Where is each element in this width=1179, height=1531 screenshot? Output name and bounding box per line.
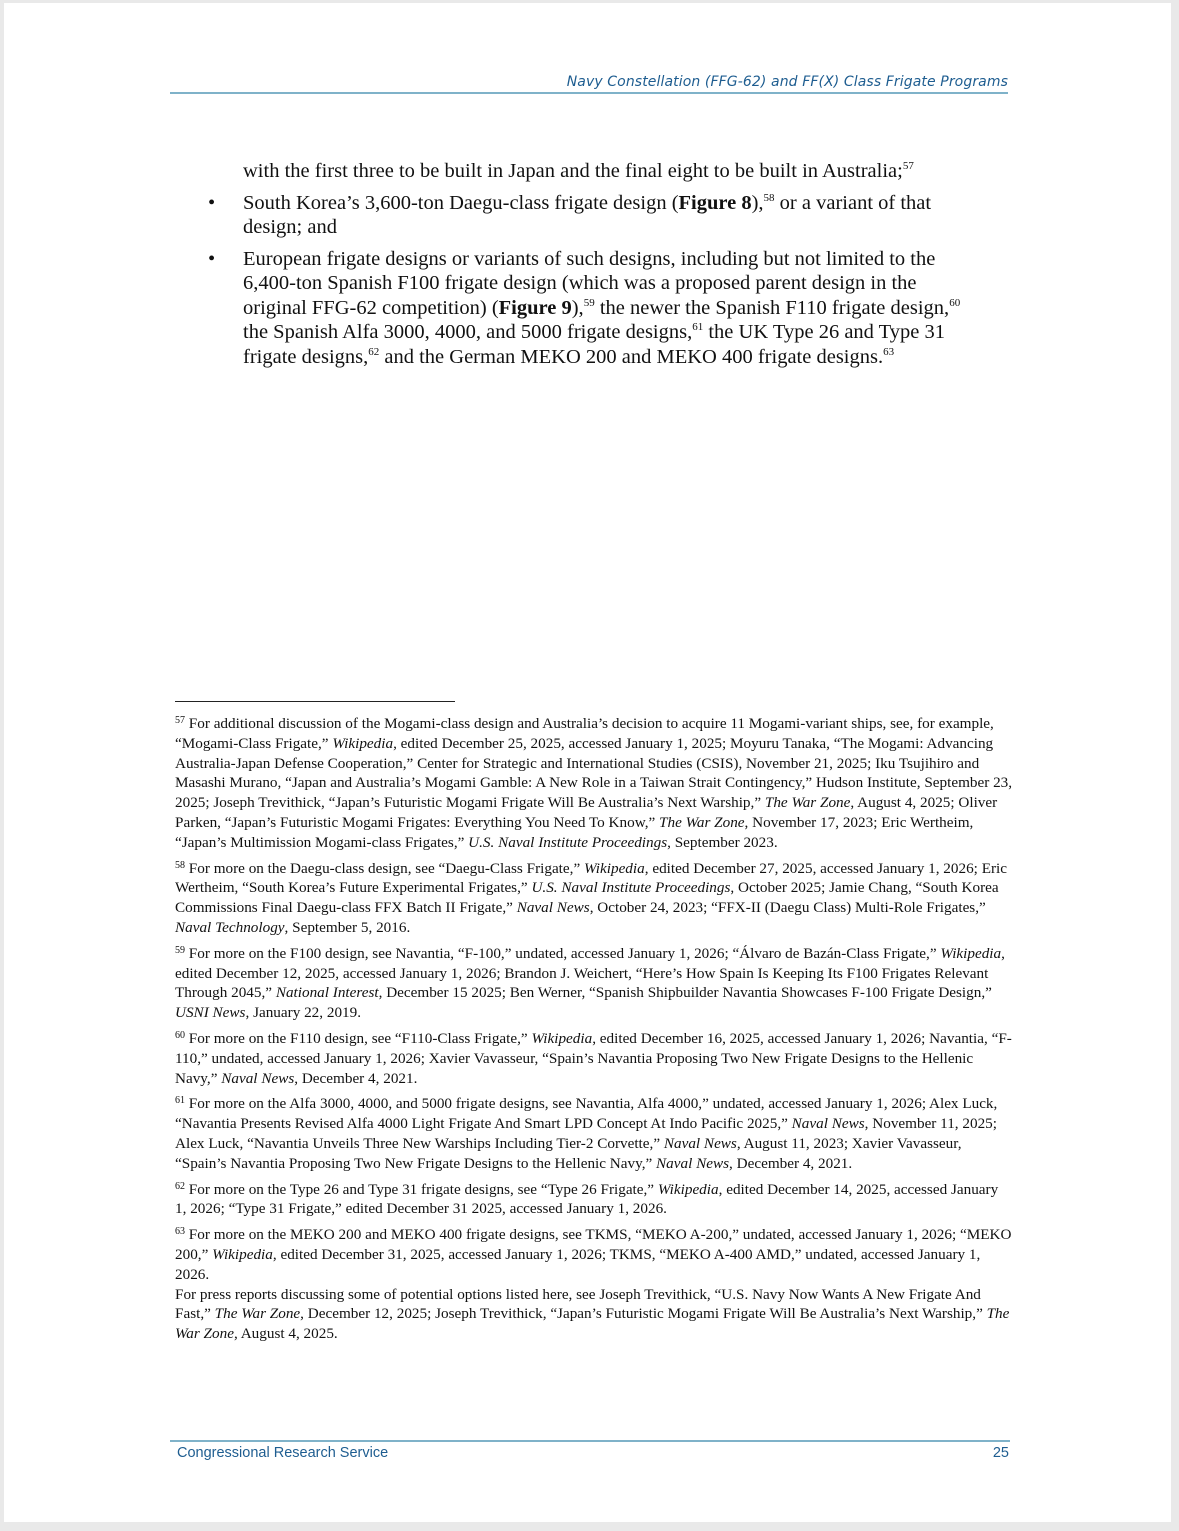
page-number: 25 bbox=[992, 1445, 1009, 1461]
footer-rule bbox=[170, 1440, 1010, 1442]
footnote-text: , edited December 14, 2025, accessed January 1, 2026; “Type 31 Frigate,” edited December 31 2025, accessed January 1, 2026. bbox=[175, 1180, 999, 1218]
source-title: Naval News bbox=[516, 899, 590, 917]
footnote-ref[interactable]: 59 bbox=[583, 296, 595, 309]
footnote-ref[interactable]: 61 bbox=[692, 321, 704, 333]
bullet-text: ), bbox=[751, 191, 764, 214]
source-title: Wikipedia bbox=[212, 1245, 273, 1263]
footnotes bbox=[175, 714, 1013, 1350]
footnote-text: , edited December 16, 2025, accessed January 1, 2026; Navantia, “F-110,” undated, accessed January 1, 2026; Xavier Vavasseur, “Spain’s Navantia Proposing Two New Frigate Designs to the Hellenic Navy,” bbox=[175, 1029, 1012, 1087]
footnote-text: , September 5, 2016. bbox=[284, 918, 411, 936]
source-title: The War Zone bbox=[175, 1305, 1010, 1343]
footnote-text: , December 4, 2021. bbox=[294, 1069, 418, 1087]
bullet-item-european bbox=[208, 247, 970, 370]
footnote-text: , October 24, 2023; “FFX-II (Daegu Class) Multi-Role Frigates,” bbox=[589, 899, 986, 917]
footnote-text: , August 4, 2025. bbox=[233, 1325, 338, 1343]
footnote-text: , December 12, 2025; Joseph Trevithick, “Japan’s Futuristic Mogami Frigate Will Be Australia’s Next Warship,” bbox=[300, 1305, 987, 1323]
document-page bbox=[4, 3, 1171, 1522]
bullet-text: the Spanish Alfa 3000, 4000, and 5000 frigate designs, bbox=[243, 321, 693, 343]
footnote-text: , November 17, 2023; Eric Wertheim, “Japan’s Multimission Mogami-class Frigates,” bbox=[175, 813, 974, 851]
footnote-ref[interactable]: 57 bbox=[902, 160, 914, 172]
footnote-58 bbox=[175, 859, 1013, 938]
bullet-text: South Korea’s 3,600-ton Daegu-class frigate design ( bbox=[243, 191, 679, 214]
source-title: Naval Technology bbox=[175, 918, 285, 936]
source-title: Naval News bbox=[656, 1154, 730, 1172]
bullet-icon: • bbox=[208, 247, 216, 270]
footnote-text: , edited December 31, 2025, accessed January 1, 2026; TKMS, “MEKO A-400 AMD,” undated, accessed January 1, 2026. bbox=[175, 1245, 981, 1283]
source-title: Wikipedia bbox=[940, 944, 1002, 962]
footnote-text: For press reports discussing some of potential options listed here, see Joseph Trevithick, “U.S. Navy Now Wants A New Frigate And Fast,” bbox=[175, 1285, 981, 1323]
bullet-icon: • bbox=[208, 191, 216, 214]
footer-publisher: Congressional Research Service bbox=[177, 1445, 389, 1461]
footnote-63 bbox=[175, 1225, 1013, 1284]
footnote-text: , August 4, 2025; Oliver Parken, “Japan’s Futuristic Mogami Frigates: Everything You Need To Know,” bbox=[175, 794, 998, 831]
bullet-text: the UK Type 26 and Type 31 frigate designs, bbox=[243, 321, 946, 368]
footnote-text: For more on the Alfa 3000, 4000, and 5000 frigate designs, see Navantia, Alfa 4000,” undated, accessed January 1, 2026; Alex Luck, “Navantia Presents Revised Alfa 4000 Light Frigate And Smart LPD Concept At Indo Pacific 2025,” bbox=[175, 1095, 998, 1133]
source-title: USNI News bbox=[175, 1004, 246, 1022]
bullet-text: the newer the Spanish F110 frigate design, bbox=[594, 296, 950, 319]
source-title: Wikipedia bbox=[332, 734, 394, 752]
footnote-text: , December 4, 2021. bbox=[729, 1154, 853, 1172]
footnote-separator bbox=[175, 701, 455, 702]
footnote-text: For more on the Type 26 and Type 31 frigate designs, see “Type 26 Frigate,” bbox=[185, 1180, 658, 1198]
figure-ref[interactable]: Figure 8 bbox=[678, 191, 752, 214]
footnote-59 bbox=[175, 944, 1013, 1023]
continuation-text: with the first three to be built in Japan and the final eight to be built in Australia; bbox=[243, 160, 903, 182]
footnote-text: , October 2025; Jamie Chang, “South Korea Commissions Final Daegu-class FFX Batch II Frigate,” bbox=[175, 879, 999, 917]
bullet-item-south-korea bbox=[208, 191, 970, 240]
footnote-ref[interactable]: 63 bbox=[883, 345, 895, 358]
source-title: The War Zone bbox=[214, 1305, 301, 1323]
footnote-number: 61 bbox=[175, 1095, 185, 1107]
source-title: The War Zone bbox=[659, 813, 745, 831]
continuation-paragraph bbox=[243, 159, 970, 184]
source-title: Wikipedia bbox=[583, 859, 645, 877]
source-title: Wikipedia bbox=[531, 1029, 593, 1047]
source-title: The War Zone bbox=[764, 794, 851, 812]
bullet-text: ), bbox=[571, 296, 584, 319]
footnote-text: , edited December 12, 2025, accessed January 1, 2026; Brandon J. Weichert, “Here’s How Spain Is Keeping Its F100 Frigates Relevant Through 2045,” bbox=[175, 944, 1005, 1002]
footnote-text: , edited December 27, 2025, accessed January 1, 2026; Eric Wertheim, “South Korea’s Future Experimental Frigates,” bbox=[175, 859, 1007, 897]
footnote-note bbox=[175, 1285, 1013, 1344]
footnote-ref[interactable]: 62 bbox=[368, 345, 380, 358]
footnote-text: For more on the MEKO 200 and MEKO 400 frigate designs, see TKMS, “MEKO A-200,” undated, accessed January 1, 2026; “MEKO 200,” bbox=[175, 1226, 1012, 1263]
running-header: Navy Constellation (FFG-62) and FF(X) Class Frigate Programs bbox=[566, 74, 1008, 90]
source-title: U.S. Naval Institute Proceedings bbox=[468, 833, 668, 851]
footnote-text: , edited December 25, 2025, accessed January 1, 2025; Moyuru Tanaka, “The Mogami: Advancing Australia-Japan Defense Cooperation,” Center for Strategic and International Studies (CSIS), November 21, 2025; Iku Tsujihiro and Masashi Murano, “Japan and Australia’s Mogami Gamble: A New Role in a Taiwan Strait Contingency,” Hudson Institute, September 23, 2025; Joseph Trevithick, “Japan’s Futuristic Mogami Frigate Will Be Australia’s Next Warship,” bbox=[175, 734, 1013, 812]
source-title: Naval News bbox=[791, 1115, 865, 1133]
body-text bbox=[170, 159, 970, 369]
footnote-text: For more on the Daegu-class design, see “Daegu-Class Frigate,” bbox=[185, 859, 584, 877]
bullet-text: or a variant of that design; and bbox=[243, 191, 932, 238]
footnote-57 bbox=[175, 714, 1013, 853]
footnote-text: For more on the F100 design, see Navantia, “F-100,” undated, accessed January 1, 2026; “Álvaro de Bazán-Class Frigate,” bbox=[185, 944, 941, 962]
footnote-62 bbox=[175, 1180, 1013, 1220]
footnote-text: , November 11, 2025; Alex Luck, “Navantia Unveils Three New Warships Including Tier-2 Corvette,” bbox=[175, 1115, 997, 1152]
footnote-number: 62 bbox=[175, 1180, 185, 1192]
footnote-number: 58 bbox=[175, 859, 185, 871]
bullet-text: European frigate designs or variants of such designs, including but not limited to the 6,400-ton Spanish F100 frigate design (which was a proposed parent design in the original FFG-62 competition) ( bbox=[243, 247, 936, 319]
footnote-text: For additional discussion of the Mogami-class design and Australia’s decision to acquire 11 Mogami-variant ships, see, for example, “Mogami-Class Frigate,” bbox=[175, 715, 994, 752]
footnote-number: 57 bbox=[175, 715, 185, 726]
bullet-text: and the German MEKO 200 and MEKO 400 frigate designs. bbox=[379, 345, 884, 368]
footnote-text: , December 15 2025; Ben Werner, “Spanish Shipbuilder Navantia Showcases F-100 Frigate Design,” bbox=[378, 984, 992, 1002]
source-title: National Interest bbox=[275, 984, 379, 1002]
footnote-ref[interactable]: 58 bbox=[763, 191, 775, 204]
footnote-text: , September 2023. bbox=[667, 833, 778, 851]
source-title: U.S. Naval Institute Proceedings bbox=[531, 879, 731, 897]
footnote-number: 59 bbox=[175, 944, 185, 956]
footnote-text: For more on the F110 design, see “F110-Class Frigate,” bbox=[185, 1029, 532, 1047]
footnote-60 bbox=[175, 1029, 1013, 1088]
footnote-text: , January 22, 2019. bbox=[245, 1004, 362, 1022]
footnote-ref[interactable]: 60 bbox=[949, 296, 961, 309]
footnote-number: 60 bbox=[175, 1029, 185, 1041]
source-title: Naval News bbox=[663, 1134, 737, 1152]
header-rule bbox=[170, 92, 1008, 94]
footnote-number: 63 bbox=[175, 1226, 185, 1238]
footnote-text: , August 11, 2023; Xavier Vavasseur, “Spain’s Navantia Proposing Two New Frigate Designs to the Hellenic Navy,” bbox=[175, 1134, 962, 1172]
figure-ref[interactable]: Figure 9 bbox=[498, 296, 572, 319]
source-title: Naval News bbox=[221, 1069, 295, 1087]
footnote-61 bbox=[175, 1094, 1013, 1173]
source-title: Wikipedia bbox=[657, 1180, 719, 1198]
